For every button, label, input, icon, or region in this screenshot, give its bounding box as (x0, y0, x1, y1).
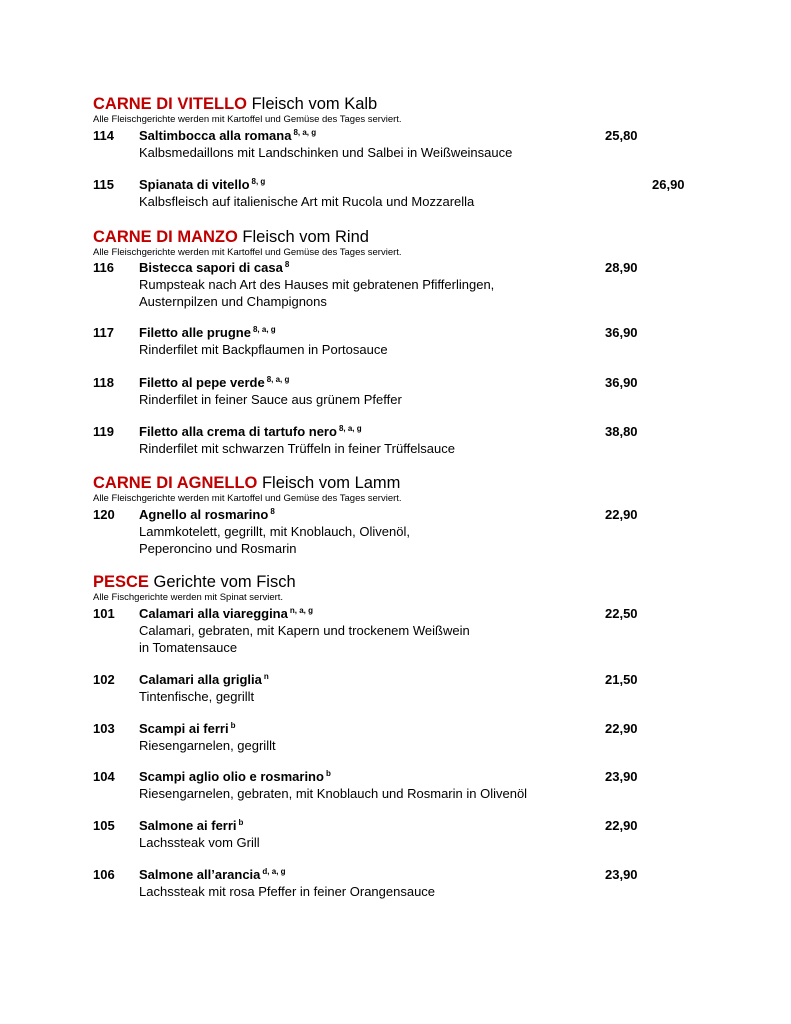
item-name (139, 769, 331, 785)
item-name-text: Salmone ai ferri (139, 818, 237, 833)
section-header-agnello (93, 474, 753, 504)
item-description (139, 145, 609, 162)
item-description-line: Peperoncino und Rosmarin (139, 540, 297, 556)
item-allergens: d, a, g (262, 867, 286, 876)
item-price: 28,90 (605, 260, 638, 275)
item-price: 22,90 (605, 818, 638, 833)
item-number: 120 (93, 507, 115, 522)
section-title-red: PESCE (93, 573, 149, 591)
item-name (139, 867, 286, 883)
item-price: 36,90 (605, 325, 638, 340)
item-description (139, 342, 609, 359)
item-number: 116 (93, 260, 114, 275)
item-name-text: Filetto alla crema di tartufo nero (139, 424, 337, 439)
item-description-line: Rinderfilet mit schwarzen Trüffeln in feiner Trüffelsauce (139, 441, 455, 456)
section-title-subtitle: Gerichte vom Fisch (148, 573, 296, 591)
item-name-text: Calamari alla griglia (139, 672, 262, 687)
item-name-text: Spianata di vitello (139, 177, 250, 192)
section-title-subtitle: Fleisch vom Rind (237, 228, 369, 246)
item-name (139, 818, 243, 834)
item-allergens: b (230, 721, 236, 730)
item-description-line: Riesengarnelen, gegrillt (139, 738, 276, 753)
item-number: 104 (93, 769, 115, 784)
item-name-text: Bistecca sapori di casa (139, 260, 283, 275)
item-name (139, 721, 236, 737)
item-name (139, 128, 316, 144)
section-header-manzo (93, 228, 753, 258)
section-title (93, 228, 753, 247)
item-description (139, 623, 609, 656)
item-name (139, 672, 269, 688)
item-name (139, 325, 276, 341)
item-allergens: 8 (284, 260, 290, 269)
item-name-text: Scampi ai ferri (139, 721, 229, 736)
item-description (139, 786, 609, 803)
item-name (139, 507, 275, 523)
item-number: 119 (93, 424, 114, 439)
section-note: Alle Fischgerichte werden mit Spinat serviert. (93, 592, 284, 603)
item-name (139, 260, 289, 276)
item-name-text: Agnello al rosmarino (139, 507, 269, 522)
item-description-line: Riesengarnelen, gebraten, mit Knoblauch und Rosmarin in Olivenöl (139, 786, 528, 801)
section-title-red: CARNE DI VITELLO (93, 95, 248, 113)
item-number: 103 (93, 721, 115, 736)
item-description-line: Rinderfilet in feiner Sauce aus grünem Pfeffer (139, 392, 402, 407)
item-description-line: Lammkotelett, gegrillt, mit Knoblauch, Olivenöl, (139, 524, 410, 539)
item-price: 26,90 (652, 177, 685, 192)
item-number: 114 (93, 128, 114, 143)
item-price: 36,90 (605, 375, 638, 390)
item-allergens: n (263, 672, 269, 681)
item-allergens: b (325, 769, 331, 778)
item-description (139, 524, 609, 557)
item-description-line: Lachssteak mit rosa Pfeffer in feiner Orangensauce (139, 884, 436, 899)
item-name (139, 424, 362, 440)
item-description-line: Calamari, gebraten, mit Kapern und trockenem Weißwein (139, 623, 470, 638)
section-header-pesce (93, 573, 753, 603)
section-title (93, 95, 753, 114)
section-title (93, 573, 753, 592)
item-description-line: Rinderfilet mit Backpflaumen in Portosauce (139, 342, 388, 357)
item-number: 101 (93, 606, 115, 621)
item-name (139, 177, 265, 193)
item-number: 118 (93, 375, 114, 390)
item-allergens: n, a, g (289, 606, 313, 615)
item-price: 38,80 (605, 424, 638, 439)
section-title (93, 474, 753, 493)
item-price: 23,90 (605, 769, 638, 784)
item-allergens: b (238, 818, 244, 827)
item-price: 23,90 (605, 867, 638, 882)
section-title-red: CARNE DI MANZO (93, 228, 238, 246)
item-name-text: Salmone all’arancia (139, 867, 261, 882)
item-description (139, 689, 609, 706)
section-title-subtitle: Fleisch vom Lamm (257, 474, 401, 492)
section-note: Alle Fleischgerichte werden mit Kartoffel und Gemüse des Tages serviert. (93, 247, 402, 258)
item-price: 22,90 (605, 721, 638, 736)
section-note: Alle Fleischgerichte werden mit Kartoffel und Gemüse des Tages serviert. (93, 493, 402, 504)
item-description-line: in Tomatensauce (139, 639, 238, 655)
item-price: 22,50 (605, 606, 638, 621)
section-header-vitello (93, 95, 753, 125)
item-name-text: Filetto alle prugne (139, 325, 251, 340)
section-title-red: CARNE DI AGNELLO (93, 474, 258, 492)
section-note: Alle Fleischgerichte werden mit Kartoffel und Gemüse des Tages serviert. (93, 114, 402, 125)
item-description-line: Austernpilzen und Champignons (139, 293, 327, 309)
item-allergens: 8, a, g (338, 424, 362, 433)
item-price: 21,50 (605, 672, 638, 687)
item-allergens: 8, a, g (266, 375, 290, 384)
item-price: 25,80 (605, 128, 638, 143)
item-name-text: Filetto al pepe verde (139, 375, 265, 390)
item-allergens: 8, a, g (252, 325, 276, 334)
item-name-text: Saltimbocca alla romana (139, 128, 292, 143)
item-price: 22,90 (605, 507, 638, 522)
item-description-line: Rumpsteak nach Art des Hauses mit gebratenen Pfifferlingen, (139, 277, 495, 292)
item-number: 117 (93, 325, 114, 340)
item-allergens: 8 (270, 507, 275, 516)
item-number: 106 (93, 867, 115, 882)
item-description-line: Tintenfische, gegrillt (139, 689, 255, 704)
item-name-text: Calamari alla viareggina (139, 606, 288, 621)
item-allergens: 8, a, g (293, 128, 317, 137)
item-name (139, 375, 289, 391)
item-number: 102 (93, 672, 115, 687)
item-description (139, 277, 609, 310)
item-description (139, 738, 609, 755)
item-description (139, 835, 609, 852)
item-number: 115 (93, 177, 114, 192)
item-description (139, 194, 609, 211)
item-description (139, 392, 609, 409)
item-name-text: Scampi aglio olio e rosmarino (139, 769, 324, 784)
item-description-line: Lachssteak vom Grill (139, 835, 260, 850)
item-name (139, 606, 313, 622)
item-description (139, 884, 609, 901)
item-allergens: 8, g (251, 177, 266, 186)
section-title-subtitle: Fleisch vom Kalb (247, 95, 378, 113)
item-number: 105 (93, 818, 115, 833)
item-description-line: Kalbsfleisch auf italienische Art mit Rucola und Mozzarella (139, 194, 475, 209)
item-description-line: Kalbsmedaillons mit Landschinken und Salbei in Weißweinsauce (139, 145, 513, 160)
item-description (139, 441, 609, 458)
